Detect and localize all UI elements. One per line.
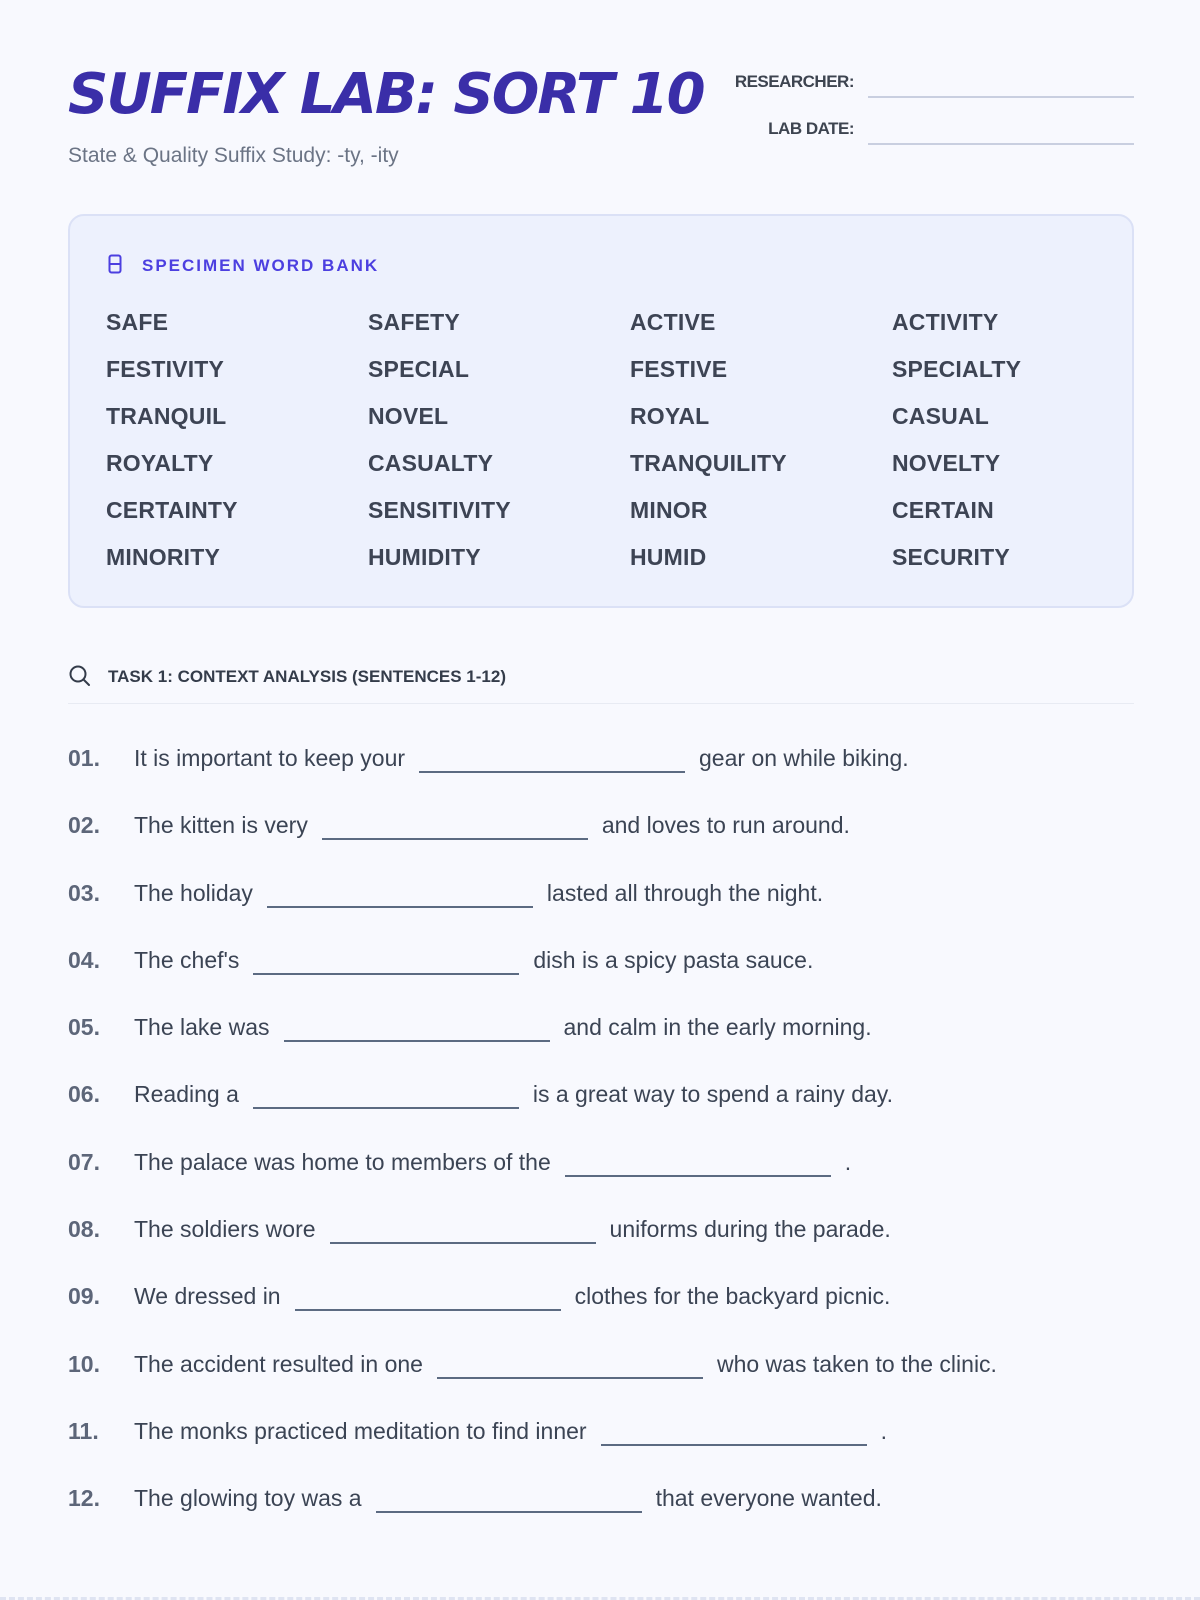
word-bank-word: TRANQUIL (106, 403, 227, 429)
word-bank-word: CERTAIN (892, 497, 994, 523)
sentence-row (68, 880, 1168, 947)
sentence-before-blank: The lake was (134, 1014, 270, 1041)
sentence-text (134, 947, 813, 975)
answer-blank[interactable] (376, 1485, 642, 1513)
sentence-number: 03. (68, 879, 100, 906)
answer-blank[interactable] (330, 1216, 596, 1244)
sentence-before-blank: The soldiers wore (134, 1216, 316, 1243)
sentence-number: 02. (68, 812, 100, 839)
answer-blank[interactable] (295, 1283, 561, 1311)
answer-blank[interactable] (601, 1418, 867, 1446)
sentence-number: 04. (68, 946, 100, 973)
task-title: TASK 1: CONTEXT ANALYSIS (SENTENCES 1-12) (108, 667, 506, 686)
sentence-text (134, 1351, 997, 1379)
sentence-after-blank: and loves to run around. (601, 812, 850, 839)
sentence-number: 06. (68, 1081, 100, 1108)
word-bank-word: ROYALTY (106, 450, 214, 476)
word-bank-word: NOVEL (368, 403, 449, 429)
lab-date-field[interactable] (868, 143, 1134, 145)
answer-blank[interactable] (437, 1351, 703, 1379)
sentence-text (134, 1149, 851, 1177)
word-bank-word: HUMID (630, 544, 707, 570)
word-bank-word: SAFE (106, 309, 169, 335)
sentence-number: 09. (68, 1283, 100, 1310)
word-bank-word: NOVELTY (892, 450, 1001, 476)
word-bank-grid (106, 308, 1106, 571)
sentence-number: 07. (68, 1148, 100, 1175)
sentence-row (68, 1418, 1168, 1485)
word-bank-word: SAFETY (368, 309, 460, 335)
word-bank-word: SPECIALTY (892, 356, 1022, 382)
answer-blank[interactable] (419, 745, 685, 773)
sentence-row (68, 1351, 1168, 1418)
word-bank-word: MINORITY (106, 544, 221, 570)
researcher-label: RESEARCHER: (734, 72, 854, 91)
beaker-icon (108, 254, 122, 274)
word-bank-word: SPECIAL (368, 356, 470, 382)
sentence-after-blank: . (844, 1148, 852, 1175)
sentence-after-blank: gear on while biking. (699, 745, 909, 771)
sentence-before-blank: The holiday (134, 879, 253, 906)
sentence-list (68, 745, 1168, 1553)
word-bank-panel (68, 214, 1134, 608)
sentence-text (134, 745, 909, 773)
sentence-row (68, 812, 1168, 879)
word-bank-word: ROYAL (630, 403, 710, 429)
sentence-row (68, 1485, 1168, 1552)
word-bank-word: HUMIDITY (368, 544, 481, 570)
researcher-field[interactable] (868, 96, 1134, 98)
sentence-before-blank: The kitten is very (134, 812, 308, 839)
sentence-before-blank: The glowing toy was a (134, 1485, 362, 1512)
answer-blank[interactable] (253, 1081, 519, 1109)
sentence-before-blank: Reading a (134, 1081, 239, 1108)
sentence-number: 12. (68, 1485, 100, 1512)
sentence-number: 11. (68, 1417, 99, 1444)
word-bank-word: TRANQUILITY (630, 450, 787, 476)
sentence-row (68, 1283, 1168, 1350)
word-bank-title: SPECIMEN WORD BANK (142, 256, 380, 275)
sentence-row (68, 745, 1168, 812)
answer-blank[interactable] (322, 812, 588, 840)
sentence-after-blank: dish is a spicy pasta sauce. (533, 946, 814, 973)
sentence-text (134, 880, 823, 908)
sentence-row (68, 1216, 1168, 1283)
word-bank-word: FESTIVITY (106, 356, 225, 382)
sentence-after-blank: clothes for the backyard picnic. (574, 1283, 891, 1310)
sentence-after-blank: who was taken to the clinic. (716, 1350, 997, 1377)
answer-blank[interactable] (565, 1149, 831, 1177)
lab-date-label: LAB DATE: (768, 119, 854, 138)
sentence-before-blank: The palace was home to members of the (134, 1148, 551, 1175)
sentence-number: 08. (68, 1216, 100, 1243)
sentence-after-blank: and calm in the early morning. (563, 1014, 872, 1041)
answer-blank[interactable] (253, 947, 519, 975)
sentence-before-blank: The chef's (134, 946, 240, 973)
sentence-text (134, 1081, 893, 1109)
sentence-before-blank: We dressed in (134, 1283, 281, 1310)
answer-blank[interactable] (284, 1014, 550, 1042)
sentence-text (134, 1283, 890, 1311)
word-bank-word: CASUAL (892, 403, 990, 429)
sentence-text (134, 812, 850, 840)
sentence-row (68, 1081, 1168, 1148)
sentence-number: 01. (68, 745, 100, 771)
sentence-after-blank: lasted all through the night. (546, 879, 824, 906)
answer-blank[interactable] (267, 880, 533, 908)
word-bank-word: CASUALTY (368, 450, 494, 476)
sentence-text (134, 1485, 882, 1513)
word-bank-word: ACTIVITY (892, 309, 999, 335)
sentence-row (68, 1149, 1168, 1216)
sentence-after-blank: that everyone wanted. (655, 1485, 882, 1512)
sentence-number: 10. (68, 1350, 100, 1377)
word-bank-word: SECURITY (892, 544, 1010, 570)
word-bank-word: FESTIVE (630, 356, 728, 382)
word-bank-word: MINOR (630, 497, 708, 523)
sentence-row (68, 1014, 1168, 1081)
word-bank-word: SENSITIVITY (368, 497, 511, 523)
word-bank-word: ACTIVE (630, 309, 716, 335)
search-icon (68, 664, 92, 688)
task-divider (68, 703, 1134, 704)
word-bank-word: CERTAINTY (106, 497, 238, 523)
sentence-before-blank: It is important to keep your (134, 745, 406, 771)
page-title: SUFFIX LAB: SORT 10 (68, 62, 704, 127)
sentence-after-blank: is a great way to spend a rainy day. (532, 1081, 893, 1108)
sentence-text (134, 1014, 872, 1042)
page-subtitle: State & Quality Suffix Study: -ty, -ity (68, 144, 399, 167)
sentence-before-blank: The accident resulted in one (134, 1350, 423, 1377)
sentence-text (134, 1216, 891, 1244)
sentence-number: 05. (68, 1014, 100, 1041)
sentence-text (134, 1418, 887, 1446)
sentence-after-blank: uniforms during the parade. (609, 1216, 891, 1243)
sentence-after-blank: . (880, 1417, 887, 1444)
sentence-row (68, 947, 1168, 1014)
sentence-before-blank: The monks practiced meditation to find inner (134, 1417, 587, 1444)
